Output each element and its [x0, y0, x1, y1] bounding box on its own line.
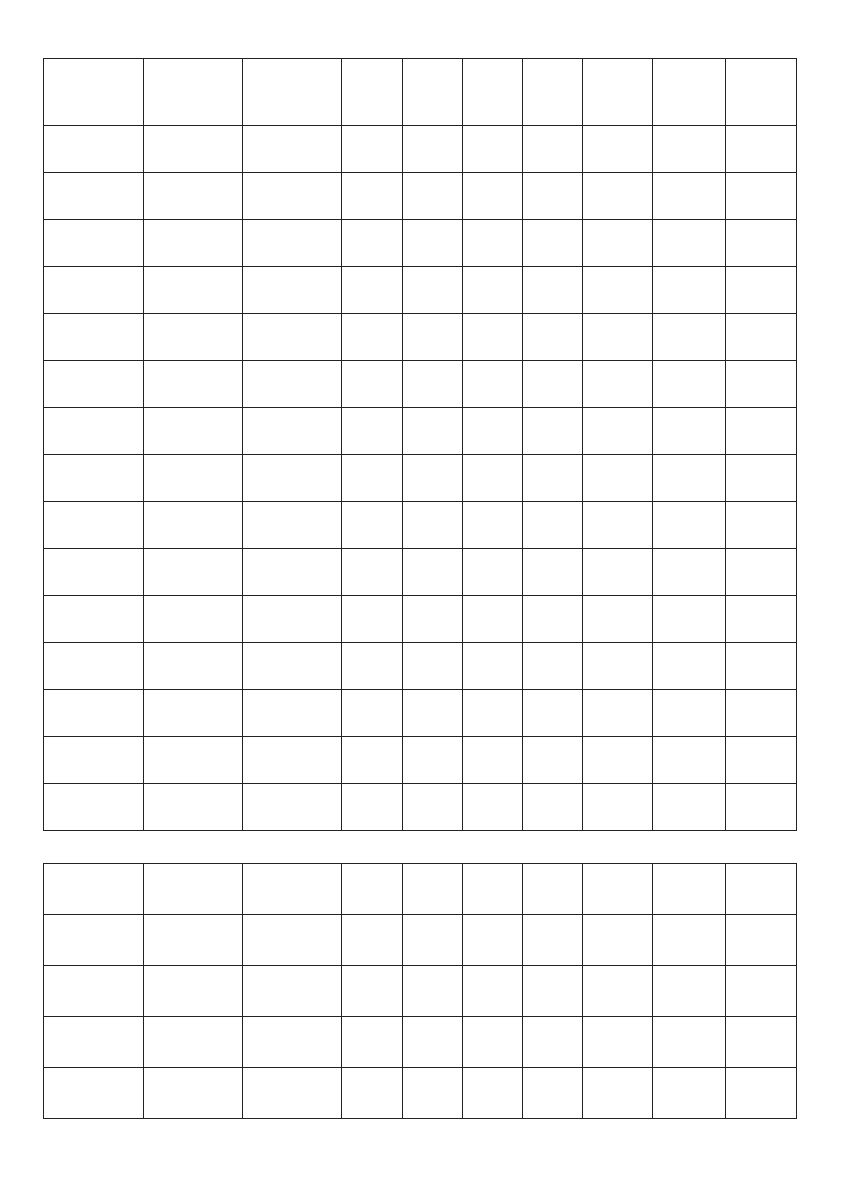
table-cell — [144, 966, 243, 1017]
table-cell — [44, 408, 144, 455]
table-cell — [403, 784, 463, 831]
table-cell — [44, 737, 144, 784]
table-row — [44, 643, 797, 690]
table-cell — [44, 220, 144, 267]
header-cell — [243, 59, 342, 126]
table-cell — [463, 314, 523, 361]
table-row — [44, 126, 797, 173]
table-cell — [583, 267, 653, 314]
table-cell — [144, 361, 243, 408]
table-cell — [463, 784, 523, 831]
table-cell — [44, 643, 144, 690]
table-cell — [44, 455, 144, 502]
table-cell — [403, 502, 463, 549]
table-cell — [463, 455, 523, 502]
table-cell — [144, 455, 243, 502]
table-cell — [726, 220, 797, 267]
table-cell — [463, 549, 523, 596]
table-cell — [243, 549, 342, 596]
table-cell — [403, 220, 463, 267]
table-cell — [403, 361, 463, 408]
table-cell — [144, 173, 243, 220]
table-cell — [403, 1068, 463, 1119]
table-cell — [144, 643, 243, 690]
table-cell — [44, 361, 144, 408]
table-cell — [583, 643, 653, 690]
table-cell — [342, 1068, 403, 1119]
table-cell — [726, 1017, 797, 1068]
table-cell — [144, 915, 243, 966]
header-cell — [44, 59, 144, 126]
table-cell — [653, 267, 726, 314]
table-row — [44, 455, 797, 502]
table-cell — [726, 314, 797, 361]
table-cell — [243, 864, 342, 915]
table-cell — [653, 220, 726, 267]
table-cell — [653, 915, 726, 966]
table-cell — [726, 737, 797, 784]
table-cell — [463, 690, 523, 737]
table-cell — [726, 966, 797, 1017]
table-cell — [726, 408, 797, 455]
table-cell — [463, 267, 523, 314]
table-cell — [523, 267, 583, 314]
table-cell — [243, 455, 342, 502]
secondary-table — [43, 863, 797, 1119]
table-cell — [342, 690, 403, 737]
table-cell — [523, 220, 583, 267]
table-cell — [523, 502, 583, 549]
table-cell — [726, 455, 797, 502]
table-cell — [463, 220, 523, 267]
table-cell — [653, 1068, 726, 1119]
table-row — [44, 864, 797, 915]
header-cell — [583, 59, 653, 126]
table-cell — [523, 690, 583, 737]
table-row — [44, 408, 797, 455]
table-cell — [243, 596, 342, 643]
table-cell — [653, 864, 726, 915]
table-cell — [523, 784, 583, 831]
table-cell — [342, 502, 403, 549]
table-cell — [523, 1017, 583, 1068]
table-cell — [144, 549, 243, 596]
table-cell — [243, 361, 342, 408]
table-row — [44, 784, 797, 831]
table-cell — [342, 455, 403, 502]
table-cell — [44, 690, 144, 737]
table-cell — [653, 966, 726, 1017]
table-cell — [726, 502, 797, 549]
table-cell — [583, 126, 653, 173]
header-cell — [726, 59, 797, 126]
table-cell — [342, 126, 403, 173]
table-cell — [583, 966, 653, 1017]
table-cell — [144, 737, 243, 784]
table-cell — [44, 126, 144, 173]
table-cell — [403, 549, 463, 596]
table-cell — [342, 314, 403, 361]
table-cell — [44, 502, 144, 549]
table-cell — [144, 596, 243, 643]
table-cell — [523, 737, 583, 784]
table-cell — [583, 502, 653, 549]
table-cell — [342, 784, 403, 831]
table-cell — [726, 690, 797, 737]
table-cell — [144, 220, 243, 267]
table-cell — [403, 966, 463, 1017]
table-cell — [653, 314, 726, 361]
table-header-row — [44, 59, 797, 126]
table-cell — [144, 502, 243, 549]
table-cell — [243, 267, 342, 314]
table-cell — [342, 966, 403, 1017]
table-row — [44, 220, 797, 267]
table-cell — [463, 361, 523, 408]
table-cell — [583, 549, 653, 596]
table-cell — [583, 173, 653, 220]
table-cell — [44, 1017, 144, 1068]
table-cell — [243, 1068, 342, 1119]
table-cell — [342, 173, 403, 220]
table-cell — [523, 966, 583, 1017]
table-cell — [342, 915, 403, 966]
table-cell — [243, 220, 342, 267]
table-row — [44, 1068, 797, 1119]
table-cell — [726, 915, 797, 966]
table-cell — [726, 361, 797, 408]
table-cell — [523, 1068, 583, 1119]
table-cell — [44, 915, 144, 966]
table-cell — [463, 966, 523, 1017]
table-row — [44, 502, 797, 549]
table-cell — [403, 643, 463, 690]
table-row — [44, 549, 797, 596]
table-cell — [523, 455, 583, 502]
table-row — [44, 966, 797, 1017]
table-cell — [144, 784, 243, 831]
table-cell — [342, 737, 403, 784]
table-cell — [583, 361, 653, 408]
table-cell — [243, 737, 342, 784]
table-cell — [243, 643, 342, 690]
table-cell — [583, 737, 653, 784]
table-cell — [583, 314, 653, 361]
table-cell — [342, 1017, 403, 1068]
table-cell — [583, 690, 653, 737]
table-cell — [583, 784, 653, 831]
table-cell — [726, 1068, 797, 1119]
table-row — [44, 737, 797, 784]
table-cell — [342, 361, 403, 408]
table-cell — [342, 408, 403, 455]
table-cell — [726, 549, 797, 596]
table-cell — [144, 1017, 243, 1068]
table-cell — [523, 361, 583, 408]
table-cell — [144, 314, 243, 361]
table-cell — [653, 455, 726, 502]
table-cell — [243, 126, 342, 173]
table-cell — [144, 864, 243, 915]
table-cell — [726, 173, 797, 220]
header-cell — [342, 59, 403, 126]
table-cell — [342, 220, 403, 267]
table-cell — [243, 408, 342, 455]
table-cell — [523, 864, 583, 915]
table-cell — [523, 126, 583, 173]
table-cell — [726, 126, 797, 173]
table-cell — [403, 126, 463, 173]
table-cell — [463, 173, 523, 220]
table-cell — [243, 784, 342, 831]
table-cell — [44, 1068, 144, 1119]
table-cell — [726, 784, 797, 831]
table-row — [44, 361, 797, 408]
table-cell — [44, 267, 144, 314]
table-cell — [583, 408, 653, 455]
table-cell — [726, 643, 797, 690]
table-cell — [44, 784, 144, 831]
table-cell — [653, 502, 726, 549]
table-cell — [463, 737, 523, 784]
table-cell — [653, 690, 726, 737]
table-cell — [463, 915, 523, 966]
table-cell — [583, 1068, 653, 1119]
table-cell — [243, 966, 342, 1017]
table-row — [44, 267, 797, 314]
table-cell — [463, 1017, 523, 1068]
table-cell — [523, 596, 583, 643]
table-cell — [403, 737, 463, 784]
table-cell — [243, 173, 342, 220]
header-cell — [523, 59, 583, 126]
table-cell — [583, 864, 653, 915]
table-cell — [463, 864, 523, 915]
table-cell — [463, 126, 523, 173]
header-cell — [403, 59, 463, 126]
table-cell — [653, 126, 726, 173]
table-cell — [403, 596, 463, 643]
table-cell — [44, 173, 144, 220]
table-cell — [243, 1017, 342, 1068]
table-cell — [523, 915, 583, 966]
table-cell — [342, 643, 403, 690]
table-cell — [44, 596, 144, 643]
table-cell — [463, 502, 523, 549]
table-cell — [653, 408, 726, 455]
table-cell — [653, 173, 726, 220]
table-cell — [653, 1017, 726, 1068]
table-cell — [403, 455, 463, 502]
header-cell — [653, 59, 726, 126]
table-cell — [44, 864, 144, 915]
table-cell — [583, 1017, 653, 1068]
table-cell — [342, 549, 403, 596]
header-cell — [144, 59, 243, 126]
table-row — [44, 314, 797, 361]
table-cell — [463, 596, 523, 643]
table-cell — [144, 267, 243, 314]
table-cell — [403, 690, 463, 737]
table-cell — [726, 864, 797, 915]
table-cell — [523, 173, 583, 220]
table-cell — [403, 267, 463, 314]
table-cell — [726, 267, 797, 314]
table-cell — [583, 596, 653, 643]
table-cell — [653, 643, 726, 690]
table-row — [44, 1017, 797, 1068]
table-cell — [342, 267, 403, 314]
table-cell — [44, 314, 144, 361]
table-cell — [144, 408, 243, 455]
table-row — [44, 690, 797, 737]
table-cell — [523, 643, 583, 690]
header-cell — [463, 59, 523, 126]
table-cell — [243, 690, 342, 737]
table-cell — [243, 502, 342, 549]
table-cell — [653, 784, 726, 831]
table-cell — [342, 864, 403, 915]
table-cell — [44, 549, 144, 596]
table-cell — [403, 408, 463, 455]
table-cell — [653, 737, 726, 784]
table-cell — [44, 966, 144, 1017]
table-cell — [403, 314, 463, 361]
table-cell — [653, 596, 726, 643]
table-cell — [653, 361, 726, 408]
table-cell — [144, 690, 243, 737]
table-row — [44, 596, 797, 643]
table-cell — [403, 864, 463, 915]
table-cell — [583, 220, 653, 267]
table-cell — [523, 549, 583, 596]
table-cell — [144, 126, 243, 173]
table-cell — [144, 1068, 243, 1119]
table-row — [44, 173, 797, 220]
table-cell — [726, 596, 797, 643]
table-cell — [403, 173, 463, 220]
table-cell — [403, 1017, 463, 1068]
table-cell — [583, 915, 653, 966]
table-cell — [463, 408, 523, 455]
table-cell — [653, 549, 726, 596]
table-cell — [403, 915, 463, 966]
table-cell — [523, 314, 583, 361]
table-cell — [523, 408, 583, 455]
table-cell — [342, 596, 403, 643]
table-cell — [243, 314, 342, 361]
table-cell — [243, 915, 342, 966]
table-cell — [583, 455, 653, 502]
main-table — [43, 58, 797, 831]
table-row — [44, 915, 797, 966]
table-cell — [463, 643, 523, 690]
table-cell — [463, 1068, 523, 1119]
